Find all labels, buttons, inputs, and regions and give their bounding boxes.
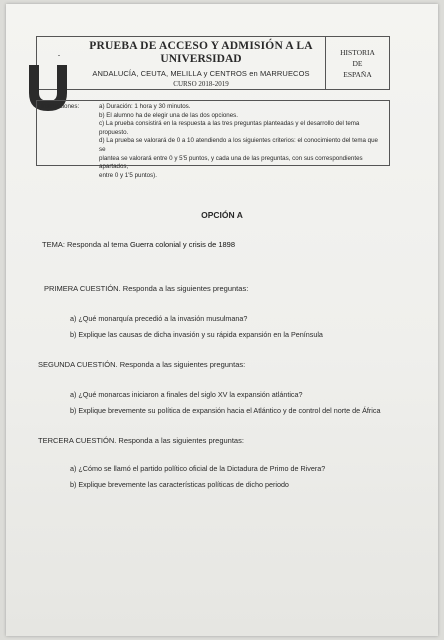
exam-course: CURSO 2018-2019 <box>173 80 229 88</box>
exam-region: ANDALUCÍA, CEUTA, MELILLA y CENTROS en MARRUECOS <box>92 69 310 78</box>
exam-header <box>36 36 390 90</box>
exam-sheet <box>6 4 438 636</box>
instructions-list <box>99 103 383 180</box>
question-1-item-b: b) Explique las causas de dicha invasión y su rápida expansión en la Península <box>70 330 323 339</box>
title-block <box>81 37 321 88</box>
instruction-item: c) La prueba consistirá en la respuesta a las tres preguntas planteadas y el desarrollo del tema propuesto. <box>99 120 360 136</box>
instruction-item: b) El alumno ha de elegir una de las dos opciones. <box>99 111 238 119</box>
subject-line3: ESPAÑA <box>343 70 372 79</box>
option-title: OPCIÓN A <box>201 210 243 220</box>
instruction-item: d) La prueba se valorará de 0 a 10 atendiendo a los siguientes criterios: el conocimiento del tema que se <box>99 137 378 153</box>
question-2-item-b: b) Explique brevemente su política de expansión hacia el Atlántico y de control del norte de África <box>70 406 381 415</box>
question-label: PRIMERA CUESTIÓN. <box>44 284 121 293</box>
question-2-item-a: a) ¿Qué monarcas iniciaron a finales del siglo XV la expansión atlántica? <box>70 390 303 399</box>
tema-line <box>42 240 235 249</box>
question-3-item-a: a) ¿Cómo se llamó el partido político oficial de la Dictadura de Primo de Rivera? <box>70 464 326 473</box>
question-2-heading <box>38 360 245 369</box>
question-3-heading <box>38 436 244 445</box>
subject-line1: HISTORIA <box>340 48 375 57</box>
tema-prefix: TEMA: Responda al tema <box>42 240 130 249</box>
instruction-item: plantea se valorará entre 0 y 5'5 puntos, y cada una de las preguntas, con sus correspondientes apartados, <box>99 154 363 171</box>
question-instruction: Responda a las siguientes preguntas: <box>120 284 249 293</box>
subject-line2: DE <box>352 59 363 68</box>
question-1-item-a: a) ¿Qué monarquía precedió a la invasión musulmana? <box>70 314 248 323</box>
instructions-label: Instrucciones: <box>41 103 80 110</box>
question-label: SEGUNDA CUESTIÓN. <box>38 360 118 369</box>
exam-title-line1: PRUEBA DE ACCESO Y ADMISIÓN A LA <box>89 40 313 52</box>
question-label: TERCERA CUESTIÓN. <box>38 436 117 445</box>
question-instruction: Responda a las siguientes preguntas: <box>117 360 246 369</box>
instruction-item: a) Duración: 1 hora y 30 minutos. <box>99 103 191 110</box>
subject-box <box>325 37 389 89</box>
tema-topic: Guerra colonial y crisis de 1898 <box>129 240 236 249</box>
instruction-item: entre 0 y 1'5 puntos). <box>99 171 157 179</box>
instructions-box <box>36 100 390 179</box>
question-instruction: Responda a las siguientes preguntas: <box>116 436 244 445</box>
question-3-item-b: b) Explique brevemente las características políticas de dicho periodo <box>70 480 289 489</box>
question-1-heading <box>44 284 248 293</box>
exam-title-line2: UNIVERSIDAD <box>160 53 242 65</box>
